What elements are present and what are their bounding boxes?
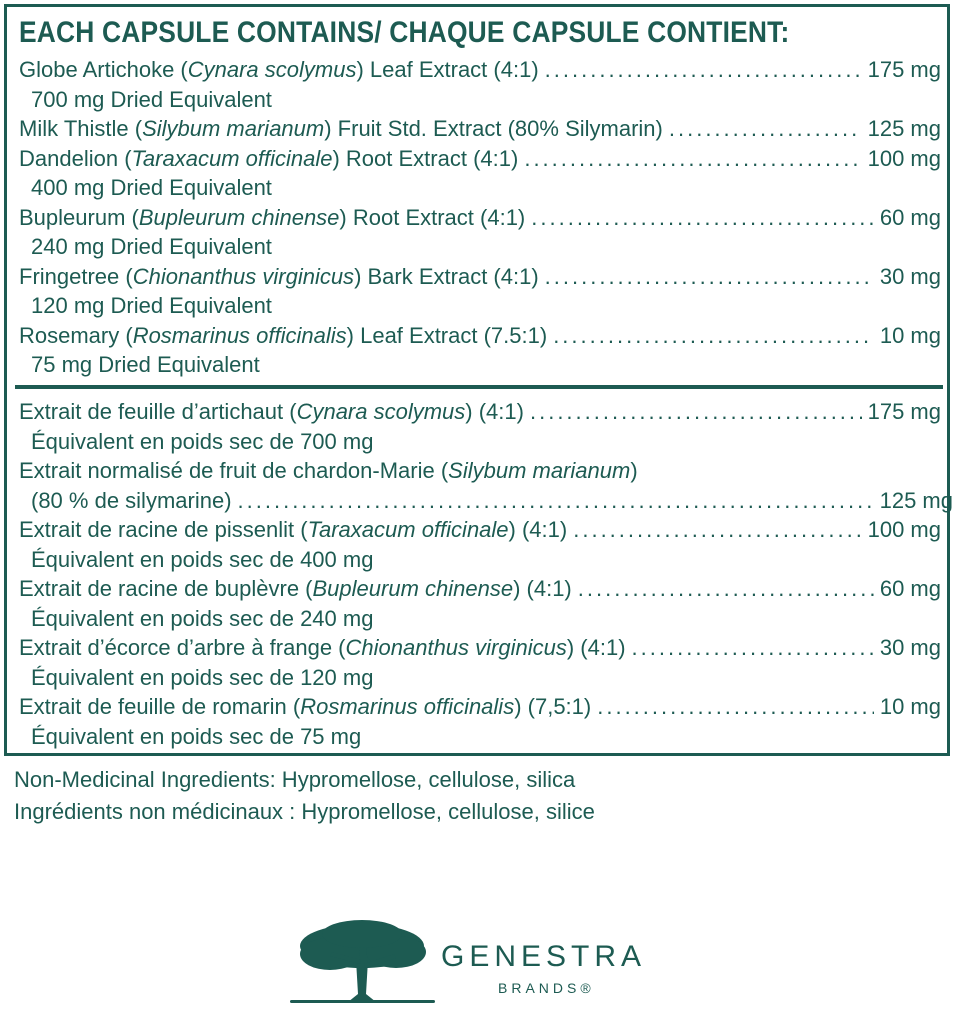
dried-equivalent xyxy=(19,350,953,380)
ingredient-name-suffix: ) (4:1) xyxy=(508,517,568,542)
dried-equivalent-text: Équivalent en poids sec de 120 mg xyxy=(31,664,374,690)
ingredients-heading: EACH CAPSULE CONTAINS/ CHAQUE CAPSULE CONTIENT: xyxy=(19,16,790,49)
ingredient-name-text: Extrait de racine de pissenlit ( xyxy=(19,517,308,542)
ingredient-name-text: Milk Thistle ( xyxy=(19,116,143,141)
dried-equivalent xyxy=(19,722,953,752)
latin-name: Bupleurum chinense xyxy=(138,204,340,230)
ingredient-amount: 60 mg xyxy=(879,204,941,230)
latin-name: Rosmarinus officinalis xyxy=(300,694,515,719)
latin-name: Chionanthus virginicus xyxy=(132,263,355,289)
ingredient-name-text: Extrait normalisé de fruit de chardon-Marie ( xyxy=(19,458,449,483)
ingredient-amount: 175 mg xyxy=(867,399,941,424)
ingredient-name xyxy=(19,692,591,722)
ingredient-amount: 125 mg xyxy=(879,487,953,513)
ingredient-name xyxy=(19,262,539,292)
latin-name: Cynara scolymus xyxy=(187,57,357,82)
dried-equivalent xyxy=(19,173,953,203)
latin-name: Silybum marianum xyxy=(142,116,325,141)
ingredient-row xyxy=(19,633,941,663)
dot-leader xyxy=(597,692,874,722)
dried-equivalent-text: 700 mg Dried Equivalent xyxy=(31,86,272,112)
ingredient-name xyxy=(19,397,524,427)
ingredient-name-suffix: ) Leaf Extract (4:1) xyxy=(356,57,539,82)
ingredient-name-text: Extrait de feuille de romarin ( xyxy=(19,694,301,719)
ingredient-name xyxy=(19,574,572,604)
ingredient-name-suffix: ) xyxy=(630,458,638,483)
dried-equivalent xyxy=(19,232,953,262)
dot-leader xyxy=(531,203,874,233)
ingredient-name-text: Globe Artichoke ( xyxy=(19,57,188,82)
ingredient-name-text: Extrait de racine de buplèvre ( xyxy=(19,576,313,601)
ingredient-row xyxy=(19,114,941,144)
ingredient-name-suffix: ) Root Extract (4:1) xyxy=(332,145,519,171)
dot-leader xyxy=(545,55,862,85)
ingredient-amount: 175 mg xyxy=(867,57,941,82)
ingredient-amount: 30 mg xyxy=(879,635,941,660)
ingredient-name xyxy=(19,633,626,663)
dried-equivalent-text: 75 mg Dried Equivalent xyxy=(31,352,260,377)
latin-name: Cynara scolymus xyxy=(296,399,466,424)
ingredient-row xyxy=(19,574,941,604)
ingredient-row xyxy=(19,144,941,174)
dot-leader xyxy=(578,574,874,604)
ingredient-name-text: Extrait de feuille d’artichaut ( xyxy=(19,399,297,424)
latin-name: Chionanthus virginicus xyxy=(345,635,567,660)
dried-equivalent xyxy=(19,427,953,457)
ingredient-row xyxy=(19,692,941,722)
ingredient-row xyxy=(19,321,941,351)
dried-equivalent xyxy=(19,85,953,115)
latin-name: Silybum marianum xyxy=(448,458,631,483)
ingredient-name-text: Dandelion ( xyxy=(19,145,132,171)
dried-equivalent-text: Équivalent en poids sec de 240 mg xyxy=(31,605,374,631)
dried-equivalent-text: Équivalent en poids sec de 400 mg xyxy=(31,546,374,572)
dot-leader xyxy=(573,515,861,545)
ingredient-amount: 60 mg xyxy=(879,576,941,601)
latin-name: Taraxacum officinale xyxy=(131,145,333,171)
dot-leader xyxy=(545,262,874,292)
ingredient-name-suffix: ) (7,5:1) xyxy=(514,694,592,719)
ingredient-row xyxy=(19,486,953,516)
ingredient-name xyxy=(19,456,638,486)
dot-leader xyxy=(632,633,874,663)
dried-equivalent xyxy=(19,545,953,575)
ingredient-amount: 10 mg xyxy=(879,694,941,719)
ingredient-amount: 30 mg xyxy=(879,263,941,289)
ingredient-name-suffix: ) (4:1) xyxy=(566,635,626,660)
ingredient-name-text: Extrait d’écorce d’arbre à frange ( xyxy=(19,635,346,660)
ingredient-name-suffix: ) (4:1) xyxy=(465,399,524,424)
ingredient-name-text: Bupleurum ( xyxy=(19,204,139,230)
dot-leader xyxy=(553,321,874,351)
ingredient-name-text: Fringetree ( xyxy=(19,263,133,289)
dot-leader xyxy=(530,397,862,427)
ingredient-name-text: Rosemary ( xyxy=(19,322,133,348)
dried-equivalent xyxy=(19,663,953,693)
ingredient-amount: 125 mg xyxy=(867,116,941,141)
dried-equivalent-text: 240 mg Dried Equivalent xyxy=(31,234,272,259)
latin-name: Rosmarinus officinalis xyxy=(132,322,347,348)
non-medicinal-english: Non-Medicinal Ingredients: Hypromellose, cellulose, silica xyxy=(14,767,576,792)
dot-leader xyxy=(669,114,862,144)
ingredient-name xyxy=(31,486,232,516)
dried-equivalent-text: 400 mg Dried Equivalent xyxy=(31,175,272,200)
dot-leader xyxy=(524,144,861,174)
ingredient-amount: 100 mg xyxy=(867,145,941,171)
ingredient-name xyxy=(19,203,525,233)
ingredient-name xyxy=(19,144,518,174)
ingredient-row xyxy=(19,515,941,545)
ingredients-panel xyxy=(4,4,953,756)
ingredient-row xyxy=(19,397,941,427)
brand-name: GENESTRA xyxy=(441,940,647,973)
ingredient-row xyxy=(19,55,941,85)
brand-subtitle: BRANDS® xyxy=(498,980,595,996)
ingredient-name xyxy=(19,55,539,85)
language-divider xyxy=(15,385,943,389)
ingredient-name xyxy=(19,321,547,351)
latin-name: Bupleurum chinense xyxy=(312,576,514,601)
ingredient-row xyxy=(19,456,941,486)
ingredient-row xyxy=(19,203,941,233)
dried-equivalent-text: Équivalent en poids sec de 75 mg xyxy=(31,723,362,749)
dried-equivalent xyxy=(19,604,953,634)
ingredient-name-suffix: ) Bark Extract (4:1) xyxy=(354,263,539,289)
ingredient-name-suffix: ) (4:1) xyxy=(513,576,572,601)
ingredient-name-suffix: ) Fruit Std. Extract (80% Silymarin) xyxy=(324,116,663,141)
ingredient-name xyxy=(19,515,567,545)
dried-equivalent-text: 120 mg Dried Equivalent xyxy=(31,293,272,318)
dried-equivalent-text: Équivalent en poids sec de 700 mg xyxy=(31,428,374,454)
ingredient-name xyxy=(19,114,663,144)
dried-equivalent xyxy=(19,291,953,321)
ingredient-amount: 100 mg xyxy=(867,517,941,542)
ingredient-name-suffix: ) Root Extract (4:1) xyxy=(339,204,526,230)
dot-leader xyxy=(238,486,874,516)
ingredient-name-text: (80 % de silymarine) xyxy=(31,487,232,513)
ingredient-amount: 10 mg xyxy=(879,322,941,348)
ingredient-name-suffix: ) Leaf Extract (7.5:1) xyxy=(346,322,548,348)
non-medicinal-french: Ingrédients non médicinaux : Hypromellose, cellulose, silice xyxy=(14,799,595,824)
latin-name: Taraxacum officinale xyxy=(307,517,509,542)
ingredient-row xyxy=(19,262,941,292)
